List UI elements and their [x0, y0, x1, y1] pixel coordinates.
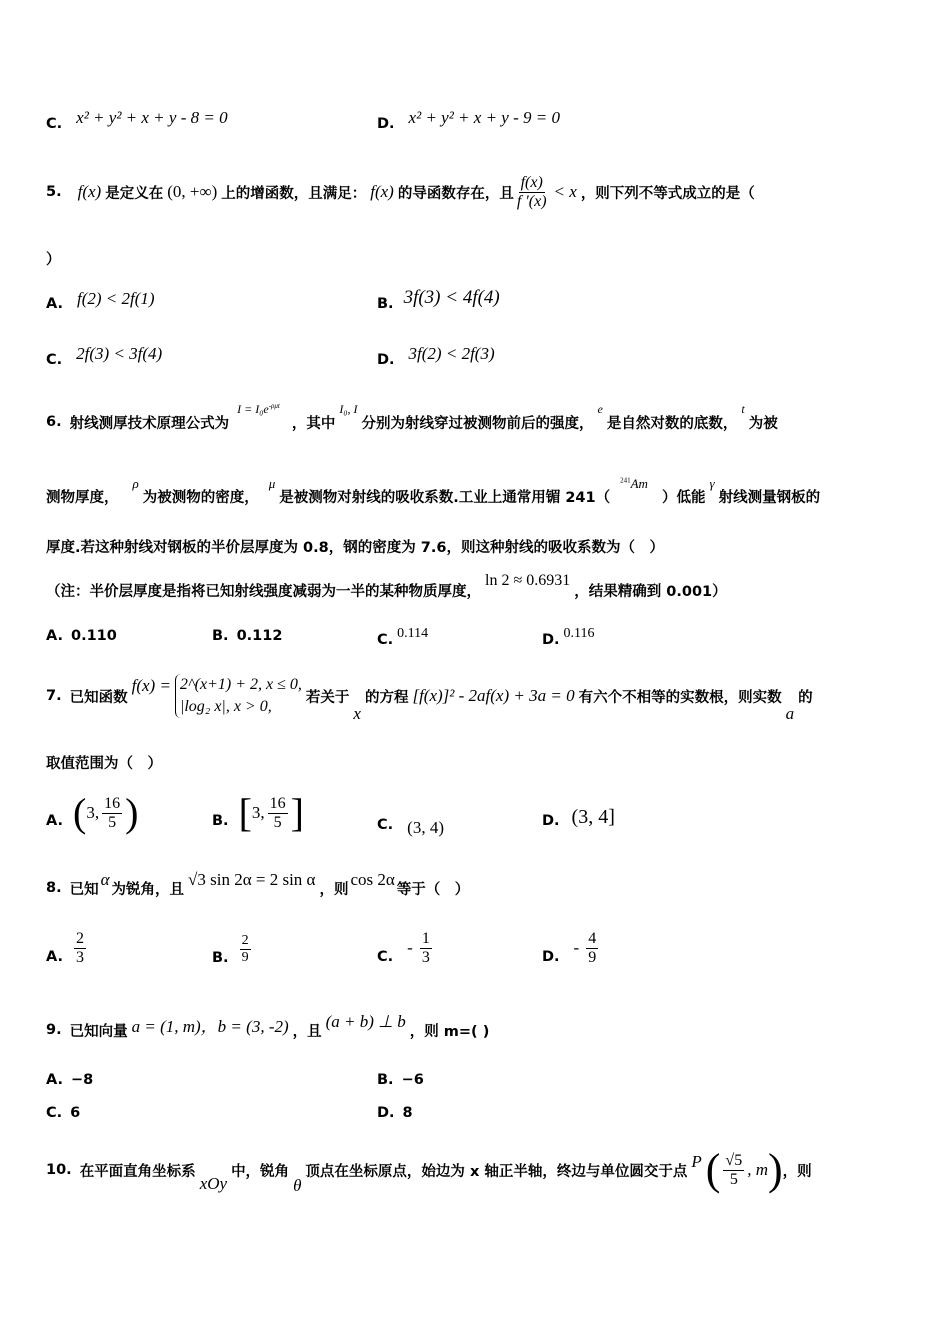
- math-point-p: P: [691, 1152, 702, 1171]
- q6-option-c: [377, 626, 432, 648]
- option-label: C.: [377, 949, 394, 966]
- math-fraction: [240, 933, 251, 965]
- denominator: 9: [241, 949, 249, 965]
- option-label: A.: [46, 949, 63, 966]
- math-fraction: [102, 795, 122, 831]
- element-symbol: Am: [630, 476, 648, 491]
- q9-option-d: [377, 1105, 413, 1121]
- stem-text: 为锐角，且: [111, 881, 185, 898]
- stem-text: 有六个不相等的实数根，则实数: [578, 689, 782, 706]
- math-condition: √3 sin 2α = 2 sin α: [188, 870, 316, 889]
- math-fx: f(x): [370, 182, 394, 201]
- option-label: D.: [377, 116, 395, 132]
- case-2: |log₂ x|, x > 0,: [179, 698, 272, 715]
- close-bracket: ]: [290, 790, 304, 835]
- stem-text: 在平面直角坐标系: [79, 1163, 196, 1180]
- option-value: 8: [402, 1105, 413, 1121]
- math-inequality: < x: [553, 182, 577, 201]
- close-bracket: ): [125, 790, 139, 835]
- math-a: a: [785, 704, 795, 723]
- denominator: 3: [76, 948, 84, 966]
- option-expression: x² + y² + x + y - 9 = 0: [408, 108, 560, 127]
- denominator: 3: [421, 948, 430, 966]
- question-number: 10.: [46, 1162, 72, 1178]
- math-alpha: α: [100, 870, 110, 889]
- question-5-close-paren: [46, 248, 61, 269]
- option-label: D.: [542, 632, 560, 648]
- q4-option-d: [377, 104, 564, 132]
- option-expression: (3, 4): [407, 818, 444, 837]
- question-5-stem: [46, 162, 755, 222]
- note-text: （注：半价层厚度是指将已知射线强度减弱为一半的某种物质厚度，: [46, 583, 481, 600]
- stem-text: 已知向量: [69, 1023, 128, 1040]
- option-label: A.: [46, 296, 63, 312]
- stem-text: 是被测物对射线的吸收系数.工业上通常用镅 241（: [279, 489, 611, 506]
- math-condition: (a + b) ⊥ b: [325, 1012, 406, 1031]
- open-paren: (: [705, 1145, 721, 1194]
- option-expression: f(2) < 2f(1): [77, 289, 155, 308]
- question-number: 6.: [46, 414, 62, 430]
- note-text: ，结果精确到 0.001）: [574, 583, 727, 600]
- option-label: D.: [377, 352, 395, 368]
- option-label: C.: [46, 116, 63, 132]
- denominator: f ′(x): [516, 192, 547, 210]
- q5-option-b: [377, 284, 504, 312]
- option-label: A.: [46, 1072, 63, 1088]
- stem-text: 射线测厚技术原理公式为: [69, 415, 230, 432]
- q5-option-a: [46, 286, 159, 312]
- math-m: , m: [747, 1160, 768, 1179]
- piecewise-function: [175, 674, 302, 717]
- q5-option-c: [46, 340, 166, 368]
- q8-option-d: [542, 930, 601, 966]
- math-formula: [237, 402, 280, 417]
- math-gamma: γ: [709, 476, 715, 491]
- question-8-stem: [46, 870, 469, 906]
- option-expression: 2f(3) < 3f(4): [76, 344, 163, 363]
- option-label: B.: [212, 628, 229, 644]
- stem-text: ，其中: [291, 415, 336, 432]
- question-7-line-2: [46, 752, 162, 773]
- numerator: 2: [76, 930, 84, 947]
- math-vectors: a = (1, m)，b = (3, -2): [131, 1017, 289, 1036]
- stem-text: 厚度.若这种射线对钢板的半价层厚度为 0.8，钢的密度为 7.6，则这种射线的吸收系数为（ ）: [46, 540, 664, 556]
- q7-option-b: [212, 788, 304, 838]
- stem-text: 的导函数存在，且: [397, 185, 514, 202]
- question-number: 5.: [46, 184, 62, 200]
- q8-option-a: [46, 930, 89, 966]
- stem-text: ，则 m=( ): [409, 1023, 490, 1040]
- math-rho: ρ: [132, 476, 139, 491]
- option-value: −6: [401, 1072, 424, 1088]
- option-label: A.: [46, 813, 63, 829]
- math-t: t: [741, 402, 745, 416]
- q7-option-a: [46, 788, 138, 838]
- math-mu: μ: [268, 476, 276, 491]
- stem-text: 等于（ ）: [396, 881, 470, 898]
- math-equation: [f(x)]² - 2af(x) + 3a = 0: [412, 686, 575, 705]
- stem-text: ，则: [782, 1163, 812, 1180]
- stem-text: ）低能: [661, 489, 706, 506]
- stem-text: ）: [46, 252, 61, 268]
- math-coordinate-system: xOy: [199, 1174, 228, 1193]
- option-label: C.: [377, 817, 394, 833]
- q4-option-c: [46, 104, 232, 132]
- interval-left: 3,: [86, 803, 100, 822]
- numerator: 2: [241, 933, 249, 949]
- question-9-stem: [46, 1012, 489, 1048]
- option-label: B.: [212, 813, 229, 829]
- q6-option-b: [212, 628, 282, 644]
- stem-text: 中，锐角: [231, 1163, 290, 1180]
- stem-text: 的: [798, 689, 813, 706]
- option-value: 6: [70, 1105, 81, 1121]
- option-label: A.: [46, 628, 63, 644]
- math-fx: f(x) =: [131, 676, 171, 695]
- stem-text: 取值范围为（ ）: [46, 756, 162, 772]
- math-interval: (0, +∞): [167, 182, 218, 201]
- math-fx: f(x): [77, 182, 102, 201]
- numerator: 4: [588, 930, 597, 947]
- math-americium: [620, 476, 648, 492]
- stem-text: 是自然对数的底数，: [606, 415, 738, 432]
- option-label: B.: [377, 1072, 394, 1088]
- denominator: 9: [588, 948, 597, 966]
- question-6-note: [46, 572, 727, 608]
- stem-text: 射线测量钢板的: [718, 489, 821, 506]
- q9-option-a: [46, 1072, 93, 1088]
- stem-text: 为被测物的密度，: [142, 489, 259, 506]
- q6-option-d: [542, 626, 599, 648]
- question-number: 8.: [46, 880, 62, 896]
- math-fraction: [268, 795, 288, 831]
- formula-exponent: -ρμt: [268, 402, 280, 410]
- stem-text: 上的增函数，且满足：: [221, 185, 367, 202]
- stem-text: 分别为射线穿过被测物前后的强度，: [361, 415, 594, 432]
- stem-text: ，且: [292, 1023, 322, 1040]
- interval-left: 3,: [251, 803, 265, 822]
- stem-text: 测物厚度，: [46, 489, 119, 506]
- q6-option-a: [46, 628, 117, 644]
- option-value: 0.116: [563, 626, 595, 641]
- question-6-line-3: [46, 536, 664, 557]
- numerator: 1: [421, 930, 430, 947]
- option-value: 0.110: [71, 628, 117, 644]
- numerator: f(x): [520, 173, 543, 191]
- stem-text: 已知函数: [69, 689, 128, 706]
- denominator: 5: [273, 813, 282, 831]
- question-7-stem: [46, 666, 813, 726]
- option-expression: 3f(3) < 4f(4): [403, 287, 500, 308]
- option-sign: -: [573, 938, 580, 958]
- q9-option-c: [46, 1105, 80, 1121]
- mass-number: 241: [620, 476, 631, 485]
- option-label: C.: [377, 632, 394, 648]
- stem-text: 若关于: [305, 689, 350, 706]
- open-bracket: (: [73, 790, 87, 835]
- option-value: 0.114: [397, 626, 429, 641]
- option-expression: 3f(2) < 2f(3): [408, 344, 495, 363]
- math-fraction: [517, 174, 547, 210]
- numerator: 16: [269, 794, 286, 812]
- option-value: −8: [71, 1072, 94, 1088]
- numerator: 16: [104, 794, 121, 812]
- question-number: 7.: [46, 688, 62, 704]
- option-label: D.: [542, 949, 560, 966]
- q5-option-d: [377, 340, 499, 368]
- case-1: 2^(x+1) + 2, x ≤ 0,: [179, 676, 302, 694]
- math-ln2: ln 2 ≈ 0.6931: [485, 572, 571, 589]
- math-vars: I₀, I: [339, 402, 358, 416]
- math-fraction: [723, 1152, 744, 1188]
- stem-text: 为被: [748, 415, 778, 432]
- math-target: cos 2α: [350, 870, 395, 889]
- stem-text: 顶点在坐标原点，始边为 x 轴正半轴，终边与单位圆交于点: [305, 1163, 688, 1180]
- q8-option-c: [377, 930, 435, 966]
- option-sign: -: [407, 938, 413, 958]
- denominator: 5: [729, 1170, 738, 1188]
- question-6-line-1: [46, 402, 778, 442]
- option-label: D.: [542, 812, 560, 829]
- close-paren: ): [767, 1145, 783, 1194]
- option-label: B.: [377, 296, 394, 312]
- formula-base: I = I₀e: [237, 402, 269, 416]
- option-label: D.: [377, 1105, 395, 1121]
- stem-text: 是定义在: [105, 185, 164, 202]
- option-label: B.: [212, 950, 229, 966]
- option-expression: x² + y² + x + y - 8 = 0: [76, 108, 228, 127]
- math-e: e: [597, 402, 603, 416]
- q7-option-d: [542, 806, 619, 829]
- option-label: C.: [46, 1105, 63, 1121]
- denominator: 5: [108, 813, 117, 831]
- q7-option-c: [377, 812, 448, 838]
- question-6-line-2: [46, 476, 820, 516]
- stem-text: 的方程: [364, 689, 409, 706]
- open-bracket: [: [238, 790, 252, 835]
- stem-text: 已知: [69, 881, 99, 898]
- q8-option-b: [212, 932, 254, 966]
- math-fraction: [74, 930, 86, 966]
- question-number: 9.: [46, 1022, 62, 1038]
- math-fraction: [586, 930, 598, 966]
- numerator: √5: [725, 1151, 743, 1169]
- stem-text: ，则: [319, 881, 349, 898]
- math-x: x: [353, 704, 361, 723]
- question-10-stem: [46, 1142, 812, 1198]
- option-expression: (3, 4]: [571, 806, 615, 828]
- math-fraction: [420, 930, 432, 966]
- option-label: C.: [46, 352, 63, 368]
- option-value: 0.112: [236, 628, 283, 644]
- math-theta: θ: [293, 1176, 302, 1195]
- q9-option-b: [377, 1072, 424, 1088]
- stem-text: ，则下列不等式成立的是（: [580, 185, 755, 202]
